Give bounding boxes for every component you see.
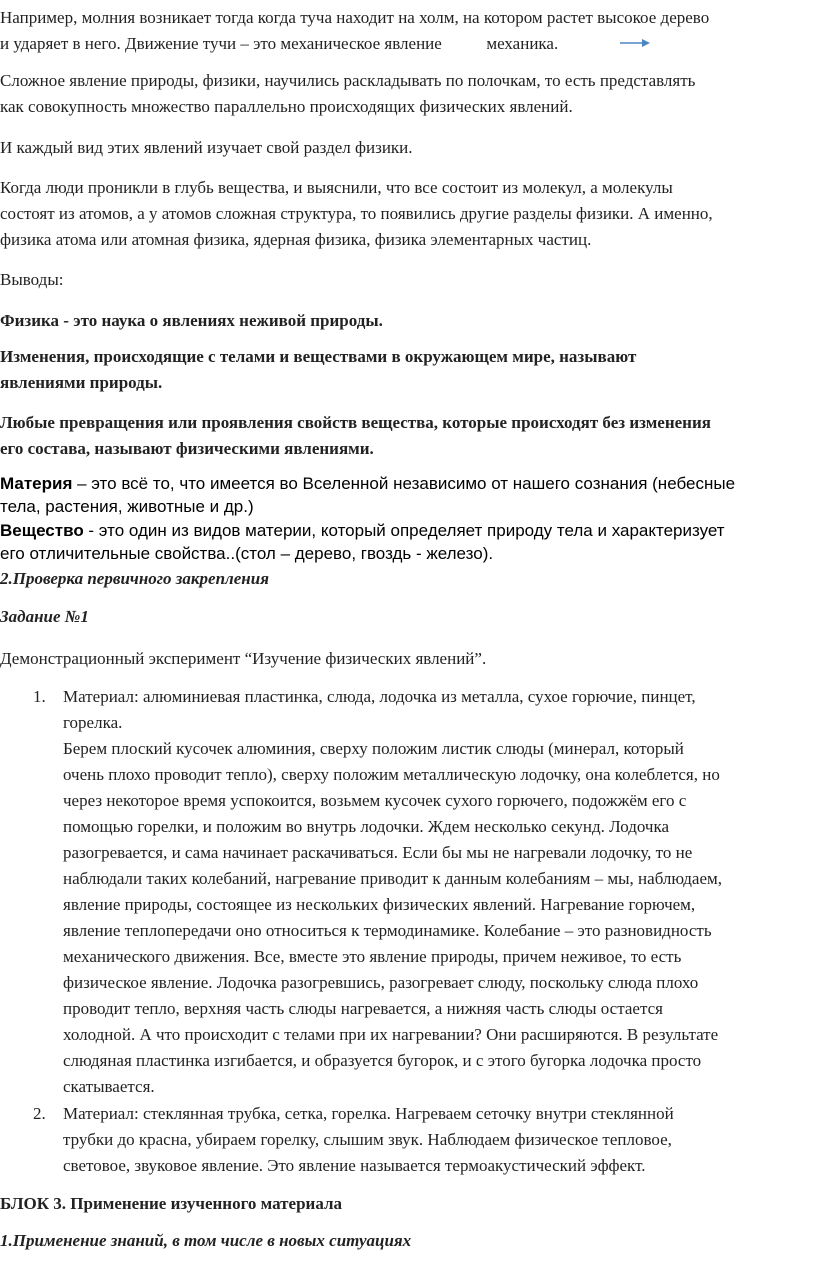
conclusion-3-line-1: Любые превращения или проявления свойств вещества, которые происходят без изменения xyxy=(0,413,711,432)
conclusion-2-line-1: Изменения, происходящие с телами и веществами в окружающем мире, называют xyxy=(0,347,637,366)
list-item-line: через некоторое время успокоится, возьмем кусочек сухого горючего, подожжём его с xyxy=(63,791,687,810)
list-item-line: явление теплопередачи оно относиться к термодинамике. Колебание – это разновидность xyxy=(63,921,712,940)
list-number-1: 1. xyxy=(33,687,46,706)
list-item-line: трубки до красна, убираем горелку, слышим звук. Наблюдаем физическое тепловое, xyxy=(63,1130,672,1149)
matter-definition-line-2: тела, растения, животные и др.) xyxy=(0,497,254,516)
list-item-line: световое, звуковое явление. Это явление называется термоакустический эффект. xyxy=(63,1156,646,1175)
right-arrow-icon xyxy=(620,38,650,48)
intro-line-2-text: и ударяет в него. Движение тучи – это механическое явление xyxy=(0,34,442,53)
section-2-title: 2.Проверка первичного закрепления xyxy=(0,569,269,588)
list-item-line: разогревается, и сама начинает раскачиваться. Если бы мы не нагревали лодочку, то не xyxy=(63,843,693,862)
substance-term: Вещество xyxy=(0,521,84,540)
list-item-line: Материал: стеклянная трубка, сетка, горелка. Нагреваем сеточку внутри стеклянной xyxy=(63,1104,674,1123)
paragraph-4-line-1: Когда люди проникли в глубь вещества, и выяснили, что все состоит из молекул, а молекулы xyxy=(0,178,673,197)
conclusions-label: Выводы: xyxy=(0,270,64,289)
intro-line-2 xyxy=(0,31,558,57)
list-item-line: горелка. xyxy=(63,713,123,732)
paragraph-2-line-2: как совокупность множество параллельно происходящих физических явлений. xyxy=(0,97,573,116)
demo-experiment: Демонстрационный эксперимент “Изучение физических явлений”. xyxy=(0,649,487,668)
block-3-title: БЛОК 3. Применение изученного материала xyxy=(0,1194,343,1213)
list-item-line: скатывается. xyxy=(63,1077,155,1096)
list-item-line: помощью горелки, и положим во внутрь лодочки. Ждем несколько секунд. Лодочка xyxy=(63,817,670,836)
intro-line-1: Например, молния возникает тогда когда туча находит на холм, на котором растет высокое дерево xyxy=(0,8,710,27)
paragraph-4-line-2: состоят из атомов, а у атомов сложная структура, то появились другие разделы физики. А именно, xyxy=(0,204,713,223)
paragraph-3: И каждый вид этих явлений изучает свой раздел физики. xyxy=(0,138,413,157)
paragraph-2-line-1: Сложное явление природы, физики, научились раскладывать по полочкам, то есть представлять xyxy=(0,71,696,90)
list-item-line: Берем плоский кусочек алюминия, сверху положим листик слюды (минерал, который xyxy=(63,739,684,758)
conclusion-3-line-2: его состава, называют физическими явлениями. xyxy=(0,439,374,458)
paragraph-4-line-3: физика атома или атомная физика, ядерная физика, физика элементарных частиц. xyxy=(0,230,592,249)
list-item-line: холодной. А что происходит с телами при их нагревании? Они расширяются. В результате xyxy=(63,1025,719,1044)
list-item-line: Материал: алюминиевая пластинка, слюда, лодочка из металла, сухое горючие, пинцет, xyxy=(63,687,696,706)
matter-definition-text: – это всё то, что имеется во Вселенной независимо от нашего сознания (небесные xyxy=(72,474,736,493)
matter-term: Материя xyxy=(0,474,73,493)
list-item-line: наблюдали таких колебаний, нагревание приводит к данным колебаниям – мы, наблюдаем, xyxy=(63,869,722,888)
list-item-line: механического движения. Все, вместе это явление природы, причем неживое, то есть xyxy=(63,947,682,966)
list-number-2: 2. xyxy=(33,1104,46,1123)
task-title: Задание №1 xyxy=(0,607,89,626)
conclusion-1: Физика - это наука о явлениях неживой природы. xyxy=(0,311,383,330)
conclusion-2-line-2: явлениями природы. xyxy=(0,373,163,392)
list-item-line: слюдяная пластинка изгибается, и образуется бугорок, и с этого бугорка лодочка просто xyxy=(63,1051,702,1070)
mechanics-term: механика. xyxy=(486,34,559,53)
list-item-line: очень плохо проводит тепло), сверху положим металлическую лодочку, она колеблется, но xyxy=(63,765,720,784)
substance-definition-text: - это один из видов материи, который определяет природу тела и характеризует xyxy=(83,521,725,540)
block-3-subtitle: 1.Применение знаний, в том числе в новых ситуациях xyxy=(0,1231,412,1250)
list-item-line: проводит тепло, верхняя часть слюды нагревается, а нижняя часть слюды остается xyxy=(63,999,663,1018)
substance-definition-line-2: его отличительные свойства..(стол – дерево, гвоздь - железо). xyxy=(0,544,494,563)
list-item-line: явление природы, состоящее из нескольких физических явлений. Нагревание горючем, xyxy=(63,895,696,914)
list-item-line: физическое явление. Лодочка разогревшись, разогревает слюду, поскольку слюда плохо xyxy=(63,973,699,992)
